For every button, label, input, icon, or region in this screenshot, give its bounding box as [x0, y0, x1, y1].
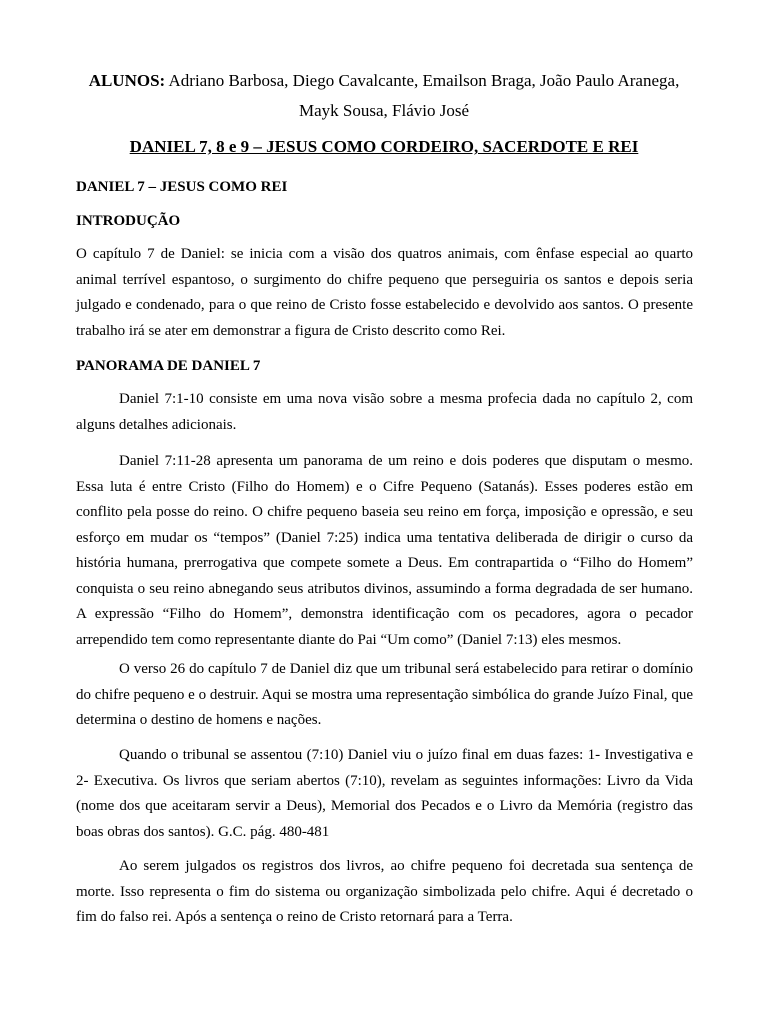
authors-label: ALUNOS: — [88, 71, 166, 90]
section-heading: DANIEL 7 – JESUS COMO REI — [76, 179, 288, 195]
body-paragraph: Quando o tribunal se assentou (7:10) Daniel viu o juízo final em duas fazes: 1- Investigativa e 2- Executiva. Os livros que seriam abertos (7:10), revelam as seguintes informações: Livro da Vida (nome dos que aceitaram servir a Deus), Memorial dos Pecados e o Livro da Memória (registro das boas obras dos santos). G.C. pág. 480-481 — [76, 747, 693, 840]
body-paragraph: O verso 26 do capítulo 7 de Daniel diz que um tribunal será estabelecido para retirar o domínio do chifre pequeno e o destruir. Aqui se mostra uma representação simbólica do grande Juízo Final, que determina o destino de homens e nações. — [76, 661, 693, 728]
authors-line — [76, 66, 692, 126]
body-paragraph: Daniel 7:11-28 apresenta um panorama de um reino e dois poderes que disputam o mesmo. Essa luta é entre Cristo (Filho do Homem) e o Cifre Pequeno (Satanás). Esses poderes estão em conflito pela posse do reino. O chifre pequeno baseia seu reino em força, imposição e opressão, e seu esforço em mudar os “tempos” (Daniel 7:25) indica uma tentativa deliberada de dirigir o curso da história humana, prerrogativa que compete somete a Deus. Em contrapartida o “Filho do Homem” conquista o seu reino abnegando seus atributos divinos, assumindo a forma degradada de ser humano. A expressão “Filho do Homem”, demonstra identificação com os pecadores, agora o pecador arrependido tem como representante diante do Pai “Um como” (Daniel 7:13) eles mesmos. — [76, 453, 693, 648]
body-paragraph: Ao serem julgados os registros dos livros, ao chifre pequeno foi decretada sua sentença de morte. Isso representa o fim do sistema ou organização simbolizada pelo chifre. Aqui é decretado o fim do falso rei. Após a sentença o reino de Cristo retornará para a Terra. — [76, 858, 693, 925]
body-paragraph: Daniel 7:1-10 consiste em uma nova visão sobre a mesma profecia dada no capítulo 2, com alguns detalhes adicionais. — [76, 391, 693, 433]
intro-paragraph: O capítulo 7 de Daniel: se inicia com a visão dos quatros animais, com ênfase especial ao quarto animal terrível espantoso, o surgimento do chifre pequeno que perseguiria os santos e depois seria julgado e condenado, para o que reino de Cristo fosse estabelecido e devolvido aos santos. O presente trabalho irá se ater em demonstrar a figura de Cristo descrito como Rei. — [76, 246, 693, 339]
intro-heading: INTRODUÇÃO — [76, 213, 181, 229]
document-title: DANIEL 7, 8 e 9 – JESUS COMO CORDEIRO, SACERDOTE E REI — [129, 137, 639, 156]
panorama-heading: PANORAMA DE DANIEL 7 — [76, 358, 261, 374]
authors-names: Adriano Barbosa, Diego Cavalcante, Emailson Braga, João Paulo Aranega, Mayk Sousa, Flávio José — [168, 71, 680, 120]
